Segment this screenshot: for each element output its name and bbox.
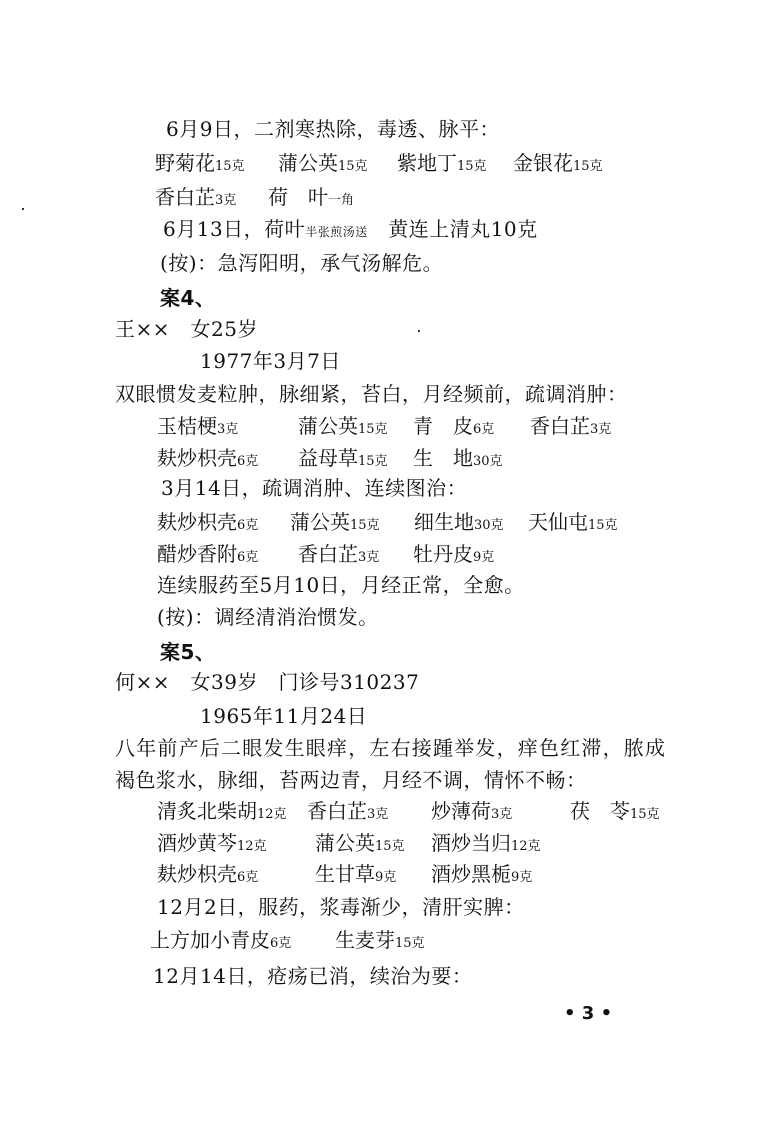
herb-item: 醋炒香附6克 (157, 542, 259, 566)
prescription-row (157, 830, 577, 856)
prescription-row (157, 861, 577, 887)
herb-item: 益母草15克 (298, 446, 388, 470)
patient-info: 何×× 女39岁 门诊号310237 (115, 670, 420, 694)
herb-item: 玉桔梗3克 (157, 414, 239, 438)
herb-item: 酒炒当归12克 (431, 831, 541, 855)
herb-item: 香白芷3克 (307, 799, 389, 823)
herb-item: 麸炒枳壳6克 (157, 862, 259, 886)
herb-item: 荷 叶一角 (268, 185, 355, 209)
commentary-note: (按)：调经清消治惯发。 (157, 605, 379, 629)
case-heading: 案5、 (160, 640, 216, 664)
herb-item: 青 皮6克 (413, 414, 495, 438)
herb-item: 紫地丁15克 (397, 151, 487, 175)
herb-item: 蒲公英15克 (298, 414, 388, 438)
case-heading: 案4、 (160, 286, 216, 310)
herb-item: 金银花15克 (513, 151, 603, 175)
scan-speck (418, 330, 420, 332)
visit-date: 1977年3月7日 (200, 349, 341, 373)
herb-item: 野菊花15克 (155, 151, 245, 175)
herb-item: 麸炒枳壳6克 (157, 446, 259, 470)
herb-item: 上方加小青皮6克 (150, 928, 292, 952)
case-result: 连续服药至5月10日，月经正常，全愈。 (157, 573, 525, 597)
herb-item: 酒炒黄芩12克 (157, 831, 267, 855)
case-description: 褐色浆水，脉细，苔两边青，月经不调，情怀不畅： (115, 768, 587, 792)
herb-item: 香白芷3克 (530, 414, 612, 438)
visit-note-june-13: 6月13日，荷叶半张煎汤送 黄连上清丸10克 (163, 217, 538, 241)
herb-item: 香白芷3克 (155, 185, 237, 209)
herb-item: 细生地30克 (414, 510, 504, 534)
case-description: 双眼惯发麦粒肿，脉细紧，苔白，月经频前，疏调消肿： (115, 382, 628, 406)
herb-item: 炒薄荷3克 (431, 799, 513, 823)
prescription-row (155, 184, 555, 210)
herb-item: 香白芷3克 (298, 542, 380, 566)
herb-item: 蒲公英15克 (290, 510, 380, 534)
herb-item: 生 地30克 (413, 446, 503, 470)
herb-item: 天仙屯15克 (528, 510, 618, 534)
prescription-row (155, 150, 715, 176)
patient-info: 王×× 女25岁 (115, 317, 258, 341)
herb-item: 酒炒黑栀9克 (431, 862, 533, 886)
herb-item: 牡丹皮9克 (413, 542, 495, 566)
herb-item: 麸炒枳壳6克 (157, 510, 259, 534)
visit-note-june-9: 6月9日，二剂寒热除，毒透、脉平： (166, 117, 500, 141)
herb-item: 生麦芽15克 (335, 928, 425, 952)
herb-item: 清炙北柴胡12克 (157, 799, 287, 823)
prescription-row (150, 927, 570, 953)
herb-item: 生甘草9克 (315, 862, 397, 886)
visit-note-dec-2: 12月2日，服药，浆毒渐少，清肝实脾： (157, 895, 525, 919)
visit-note-march-14: 3月14日，疏调消肿、连续图治： (161, 476, 468, 500)
case-description: 八年前产后二眼发生眼痒，左右接踵举发，痒色红滞，脓成 (115, 736, 667, 760)
herb-item: 蒲公英15克 (315, 831, 405, 855)
prescription-row (157, 509, 657, 535)
visit-note-dec-14: 12月14日，疮疡已消，续治为要： (153, 964, 473, 988)
prescription-row (157, 413, 657, 439)
prescription-row (157, 798, 677, 824)
prescription-row (157, 445, 557, 471)
scan-speck (22, 208, 24, 210)
prescription-row (157, 541, 557, 567)
herb-item: 茯 苓15克 (570, 799, 660, 823)
commentary-note: (按)：急泻阳明，承气汤解危。 (160, 251, 444, 275)
page-number: • 3 • (564, 1003, 613, 1024)
visit-date: 1965年11月24日 (200, 704, 368, 728)
herb-item: 蒲公英15克 (278, 151, 368, 175)
